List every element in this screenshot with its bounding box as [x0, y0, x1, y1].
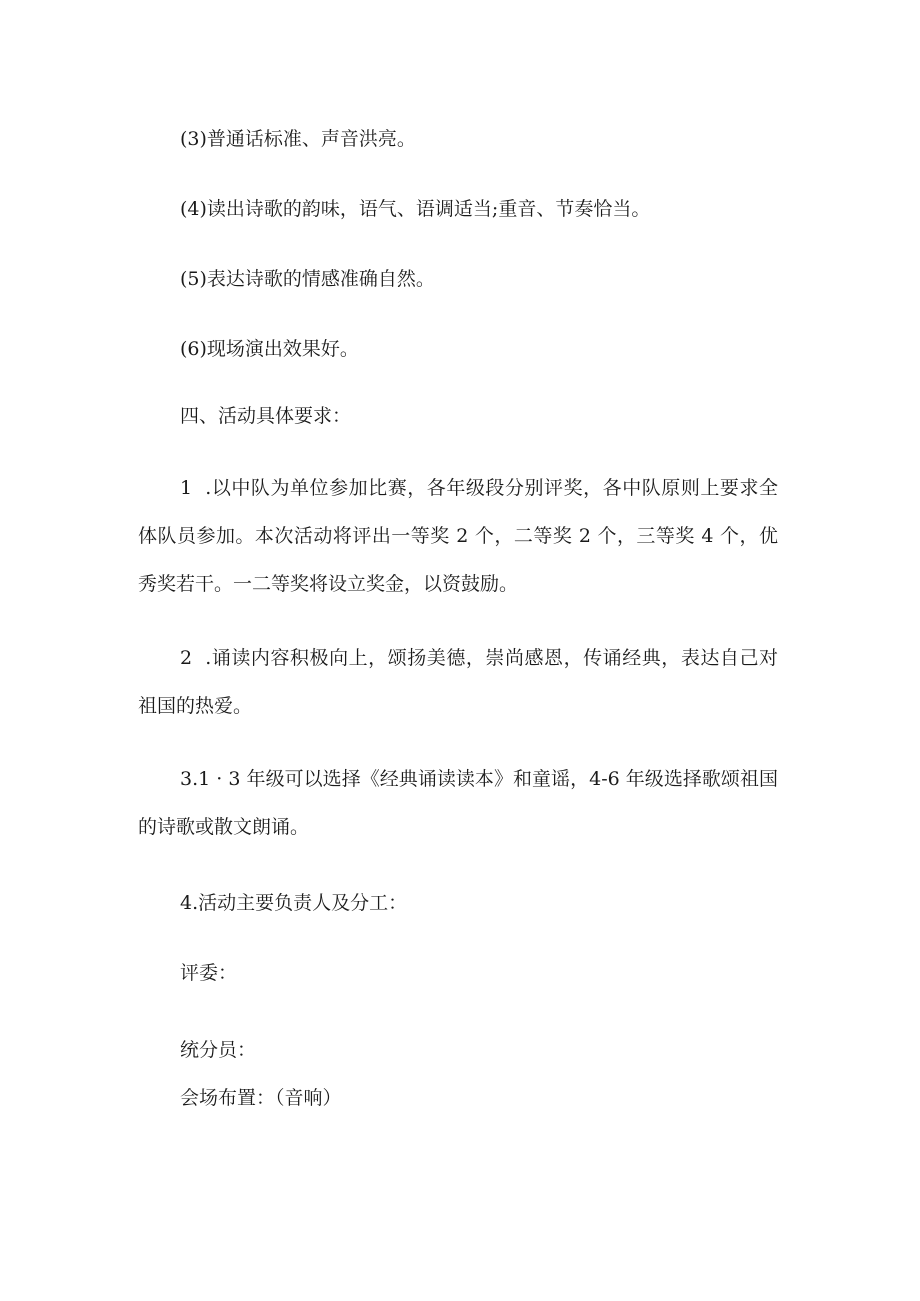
judges-label: 评委：: [180, 962, 238, 984]
criterion-6: (6)现场演出效果好。: [180, 338, 359, 360]
criterion-3: (3)普通话标准、声音洪亮。: [180, 128, 416, 150]
requirement-3: 3.1 · 3 年级可以选择《经典诵读读本》和童谣，4-6 年级选择歌颂祖国的诗歌或散文朗诵。: [138, 768, 778, 838]
requirement-4: 4.活动主要负责人及分工：: [180, 892, 408, 914]
section-heading: 四、活动具体要求：: [180, 405, 352, 427]
venue-label: 会场布置：（音响）: [180, 1087, 342, 1109]
requirement-2: 2 .诵读内容积极向上，颂扬美德，崇尚感恩，传诵经典，表达自己对祖国的热爱。: [138, 647, 778, 717]
requirement-1: 1 .以中队为单位参加比赛，各年级段分别评奖，各中队原则上要求全体队员参加。本次活动将评出一等奖 2 个，二等奖 2 个，三等奖 4 个，优秀奖若干。一二等奖将设立奖金，以资鼓励。: [138, 477, 778, 595]
criterion-4: (4)读出诗歌的韵味，语气、语调适当;重音、节奏恰当。: [180, 198, 651, 220]
criterion-5: (5)表达诗歌的情感准确自然。: [180, 268, 435, 290]
scorer-label: 统分员：: [180, 1039, 257, 1061]
